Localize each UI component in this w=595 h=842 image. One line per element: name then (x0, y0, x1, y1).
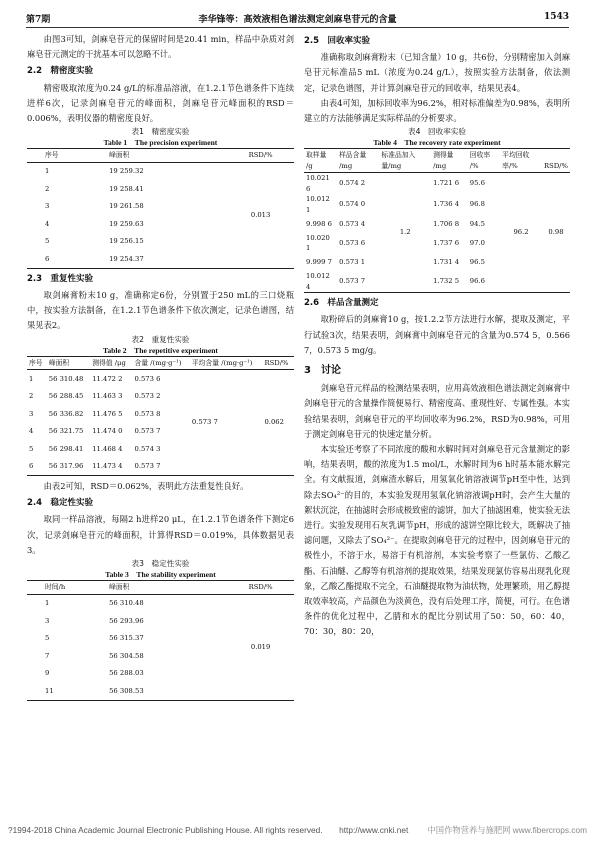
page-number: 1543 (543, 12, 569, 22)
table-cell: 3 (45, 616, 50, 625)
table-cell: 0.574 2 (339, 179, 366, 188)
table2-header: 测得值 /μg (90, 356, 132, 370)
table-cell: 11.474 0 (92, 427, 123, 436)
table-cell: 56 310.48 (109, 599, 144, 608)
running-title: 李华锋等：高效液相色谱法测定剑麻皂苷元的含量 (198, 15, 397, 25)
table-cell: 56 321.75 (48, 427, 84, 436)
recovery-result-paragraph: 由表4可知，加标回收率为96.2%，相对标准偏差为0.98%，表明所建立的方法能够满足实际样品的分析要求。 (304, 97, 570, 124)
table-cell: 5 (45, 237, 50, 246)
table-cell: 1 (29, 374, 34, 383)
table-cell: 6 (29, 462, 34, 471)
table-cell: 9.998 6 (306, 219, 332, 228)
issue-number: 第7期 (26, 15, 51, 25)
table-cell: 0.573 1 (339, 258, 366, 267)
table4-rsd-value: 0.98 (548, 228, 564, 237)
table-cell: 3 (45, 202, 50, 211)
table-cell: 56 336.82 (48, 409, 84, 418)
table-cell: 5 (45, 634, 50, 643)
table-cell: 2 (29, 392, 34, 401)
table3-header-area: 峰面积 (107, 581, 227, 595)
table-cell: 19 258.41 (109, 184, 144, 193)
table2-header: 序号 (27, 356, 47, 370)
table4-caption: 表4 回收率实验 (408, 127, 466, 137)
table2-average-value: 0.573 7 (191, 418, 218, 427)
left-column (27, 32, 294, 704)
table4-added-value: 1.2 (399, 228, 411, 237)
table-row (304, 173, 570, 195)
table4-header: 标准品加入量/mg (379, 149, 431, 173)
repeatability-table (27, 356, 294, 477)
table-cell: 11.468 4 (92, 444, 123, 453)
table-cell: 1 (45, 599, 50, 608)
table-cell: 1 (45, 167, 50, 176)
section-2-6-heading: 2.6 样品含量测定 (304, 298, 379, 309)
table2-rsd-value: 0.062 (264, 418, 284, 427)
table1-rsd-value: 0.013 (250, 210, 271, 219)
table2-header: 峰面积 (47, 356, 90, 370)
section-2-2-heading: 2.2 精密度实验 (27, 66, 94, 77)
table-cell: 56 304.58 (109, 651, 144, 660)
table-cell: 1.737 6 (433, 238, 460, 247)
table1-caption: 表1 精密度实验 (131, 127, 190, 137)
table-cell: 19 259.63 (109, 219, 144, 228)
table-cell: 0.573 7 (134, 462, 161, 471)
table3-caption-en: Table 3 The stability experiment (105, 570, 216, 580)
table-cell: 11.476 5 (92, 409, 123, 418)
table-cell: 0.573 2 (134, 392, 161, 401)
table-cell: 9 (45, 669, 50, 678)
table4-header: RSD/% (542, 149, 570, 173)
table-cell: 10.012 4 (306, 272, 330, 291)
table-cell: 1.732 5 (433, 277, 460, 286)
section-3-heading: 3 讨论 (304, 365, 341, 377)
table-cell: 10.021 6 (306, 174, 330, 193)
table-cell: 5 (29, 444, 34, 453)
table-cell: 1.731 4 (433, 258, 460, 267)
table-cell: 0.573 7 (339, 277, 366, 286)
table4-average-value: 96.2 (513, 228, 529, 237)
watermark-text: 中国作物营养与施肥网 www.fibercrops.com (427, 825, 587, 835)
table2-header: RSD/% (262, 356, 294, 370)
table2-caption-en: Table 2 The repetitive experiment (103, 345, 218, 355)
discussion-paragraph-2: 本实验还考察了不同浓度的酸和水解时间对剑麻皂苷元含量测定的影响，结果表明，酸的浓度为1.5 mol/L，水解时间为6 h时基本能水解完全。有文献报道，剑麻渣水解后，用氢氧化钠溶液调节pH至中性，达到除去SO₄²⁻的目的，本实验发现用氢氧化钠溶液调pH时，会产生大量的絮状沉淀，在抽滤时会形成极致密的滤饼，加大了抽滤困难，使实验无法进行。实验发现用石灰乳调节pH，形成的滤饼空隙比较大，既解决了抽滤问题，又除去了SO₄²⁻。在提取剑麻皂苷元的过程中，因剑麻皂苷元的极性小，不溶于水，易溶于有机溶剂，本实验考察了一些氯仿、乙酸乙酯、石油醚、乙醇等有机溶剂的提取效果，结果发现氯仿容易出现乳化现象，乙酸乙酯提取不完全，石油醚提取物为油状物，处理繁琐，用乙醇提取效率较高，产品颜色为淡黄色，没有后处理工序，简便，可行。在色谱条件的优化过程中，乙腈和水的配比分别试用了50：50，60：40，70：30，80：20， (304, 444, 570, 637)
table1-header-no: 序号 (27, 149, 107, 163)
table-cell: 56 317.96 (48, 462, 84, 471)
table-cell: 0.574 0 (339, 200, 366, 209)
table-cell: 0.573 4 (339, 219, 366, 228)
table-row (27, 594, 294, 612)
page-header (26, 10, 569, 26)
table4-caption-en: Table 4 The recovery rate experiment (373, 138, 501, 148)
table-row (27, 370, 294, 388)
repeatability-conclusion: 由表2可知，RSD＝0.062%，表明此方法重复性良好。 (43, 481, 249, 492)
precision-table (27, 148, 294, 269)
table-cell: 11.463 3 (92, 392, 123, 401)
table4-header: 回收率 /% (468, 149, 500, 173)
stability-paragraph: 取同一样品溶液，每隔2 h进样20 μL，在1.2.1节色谱条件下测定6次，记录剑麻皂苷元的峰面积，计算得RSD＝0.019%，具体数据见表3。 (27, 514, 294, 555)
table4-header: 平均回收率/% (500, 149, 542, 173)
section-2-3-heading: 2.3 重复性实验 (27, 273, 94, 284)
table-cell: 56 288.03 (109, 669, 144, 678)
table-cell: 19 254.37 (109, 254, 144, 263)
table-cell: 0.573 6 (339, 238, 366, 247)
table-cell: 3 (29, 409, 34, 418)
table2-caption: 表2 重复性实验 (131, 334, 190, 344)
table3-caption: 表3 稳定性实验 (131, 559, 190, 569)
table-cell: 4 (29, 427, 34, 436)
table-cell: 56 298.41 (48, 444, 84, 453)
table-cell: 94.5 (469, 219, 485, 228)
table-cell: 10.020 1 (306, 233, 330, 253)
table2-header: 含量 /(mg·g⁻¹) (133, 356, 190, 370)
table-cell: 56 293.96 (109, 616, 144, 625)
table-row (27, 162, 294, 180)
table1-header-area: 峰面积 (107, 149, 227, 163)
table-cell: 1.736 4 (433, 200, 460, 209)
table-cell: 0.573 8 (134, 409, 161, 418)
table-cell: 6 (45, 254, 50, 263)
page-footer (8, 824, 587, 836)
table-cell: 96.5 (469, 258, 485, 267)
table-cell: 19 259.32 (109, 167, 144, 176)
table-cell: 56 308.53 (109, 686, 144, 695)
table-cell: 10.012 1 (306, 195, 330, 214)
table4-header: 取样量 /g (304, 149, 337, 173)
recovery-method-paragraph: 准确称取剑麻膏粉末（已知含量）10 g，共6份，分别精密加入剑麻皂苷元标准品5 mL（浓度为0.24 g/L），按照实验方法制备，依法测定，记录色谱图，并计算剑麻皂苷元的回收率，结果见表4。 (304, 52, 570, 93)
table1-caption-en: Table 1 The precision experiment (103, 138, 218, 148)
table-cell: 1.721 6 (433, 179, 460, 188)
right-column (304, 32, 570, 640)
table-cell: 7 (45, 651, 50, 660)
table3-rsd-value: 0.019 (250, 642, 271, 651)
table-cell: 11.472 2 (92, 374, 123, 383)
table-cell: 2 (45, 184, 50, 193)
table-cell: 97.0 (469, 238, 485, 247)
discussion-paragraph-1: 剑麻皂苷元样品的检测结果表明，应用高效液相色谱法测定剑麻膏中剑麻皂苷元的含量操作简便易行、精密度高、重现性好、专属性强。本实验结果表明，剑麻皂苷元的平均回收率为96.2%，RSD为0.98%，可用于测定剑麻皂苷元的快速定量分析。 (304, 383, 570, 439)
table-cell: 11.473 4 (92, 462, 123, 471)
section-2-4-heading: 2.4 稳定性实验 (27, 498, 94, 509)
table-cell: 0.573 7 (134, 427, 161, 436)
table-cell: 0.574 3 (134, 444, 161, 453)
repeatability-paragraph: 取剑麻膏粉末10 g，准确称定6份，分别置于250 mL的三口烧瓶中，按实验方法制备，在1.2.1节色谱条件下依次测定，记录色谱图，结果见表2。 (27, 289, 294, 331)
stability-table (27, 580, 294, 701)
table-cell: 11 (45, 686, 54, 695)
table-cell: 95.6 (469, 179, 485, 188)
table4-header: 样品含量 /mg (337, 149, 379, 173)
table1-header-rsd: RSD/% (227, 149, 294, 163)
recovery-table (304, 148, 570, 293)
table3-header-rsd: RSD/% (227, 581, 294, 595)
content-determination-paragraph: 取粉碎后的剑麻膏10 g，按1.2.2节方法进行水解，提取及测定，平行试验3次，结果表明，剑麻膏中剑麻皂苷元的含量为0.574 5，0.566 7，0.573 5 mg/g。 (304, 314, 570, 355)
table-cell: 56 288.45 (48, 392, 84, 401)
table-cell: 19 261.58 (109, 202, 144, 211)
header-rule (26, 27, 569, 28)
table-cell: 96.8 (469, 200, 485, 209)
table-cell: 19 256.15 (109, 237, 144, 246)
table-cell: 56 315.37 (109, 634, 144, 643)
table3-header-time: 时间/h (27, 581, 107, 595)
table4-header: 测得量 /mg (431, 149, 468, 173)
table-cell: 0.573 6 (134, 374, 161, 383)
precision-paragraph: 精密吸取浓度为0.24 g/L的标准品溶液，在1.2.1节色谱条件下连续进样6次，记录剑麻皂苷元的峰面积，剑麻皂苷元峰面积的RSD＝0.006%，表明仪器的精密度良好。 (27, 82, 294, 124)
intro-paragraph: 由图3可知，剑麻皂苷元的保留时间是20.41 min，样品中杂质对剑麻皂苷元测定的干扰基本可以忽略不计。 (27, 34, 294, 60)
copyright-notice: ?1994-2018 China Academic Journal Electronic Publishing House. All rights reserved. http://www.cnki.net (8, 825, 409, 835)
table2-header: 平均含量 /(mg·g⁻¹) (190, 356, 263, 370)
table-cell: 1.706 8 (433, 219, 460, 228)
table-cell: 4 (45, 219, 50, 228)
table-cell: 9.999 7 (306, 258, 332, 267)
table-cell: 56 310.48 (48, 374, 84, 383)
section-2-5-heading: 2.5 回收率实验 (304, 36, 371, 46)
table-cell: 96.6 (469, 277, 485, 286)
